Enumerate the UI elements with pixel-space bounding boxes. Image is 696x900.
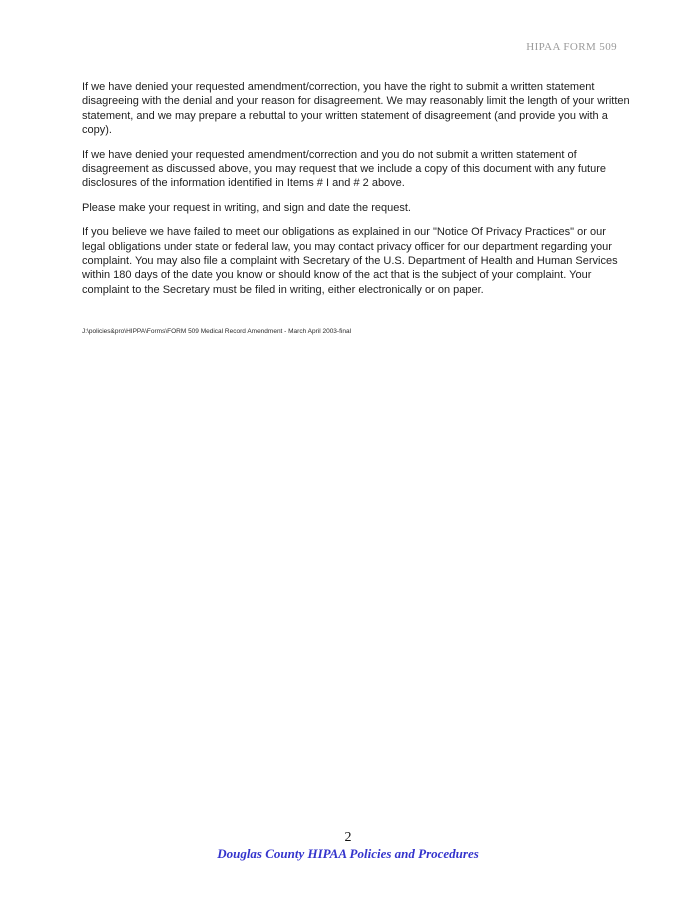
paragraph-complaint-instructions: If you believe we have failed to meet our obligations as explained in our "Notice Of Privacy Practices" or our legal obligations under state or federal law, you may contact privacy officer for our department regarding your complaint. You may also file a complaint with Secretary of the U.S. Department of Health and Human Services within 180 days of the date you know or should know of the act that is the subject of your complaint. Your complaint to the Secretary must be filed in writing, either electronically or on paper. (82, 226, 618, 296)
paragraph-denial-no-statement: If we have denied your requested amendment/correction and you do not submit a written statement of disagreement as discussed above, you may request that we include a copy of this document with any future disclosures of the information identified in Items # I and # 2 above. (82, 148, 607, 190)
document-body (82, 80, 630, 336)
paragraph-denial-written-statement: If we have denied your requested amendment/correction, you have the right to submit a written statement disagreeing with the denial and your reason for disagreement. We may reasonably limit the length of your written statement, and we may prepare a rebuttal to your written statement of disagreement (and provide you with a copy). (82, 81, 630, 137)
footer-document-title: Douglas County HIPAA Policies and Procedures (217, 846, 479, 861)
page-number: 2 (344, 830, 352, 845)
document-file-path: J:\policies&pro\HIPPA\Forms\FORM 509 Medical Record Amendment - March April 2003-final (82, 328, 352, 336)
page-header-form-label: HIPAA FORM 509 (526, 41, 617, 53)
paragraph-request-in-writing: Please make your request in writing, and sign and date the request. (82, 201, 411, 214)
page-footer (0, 830, 696, 861)
